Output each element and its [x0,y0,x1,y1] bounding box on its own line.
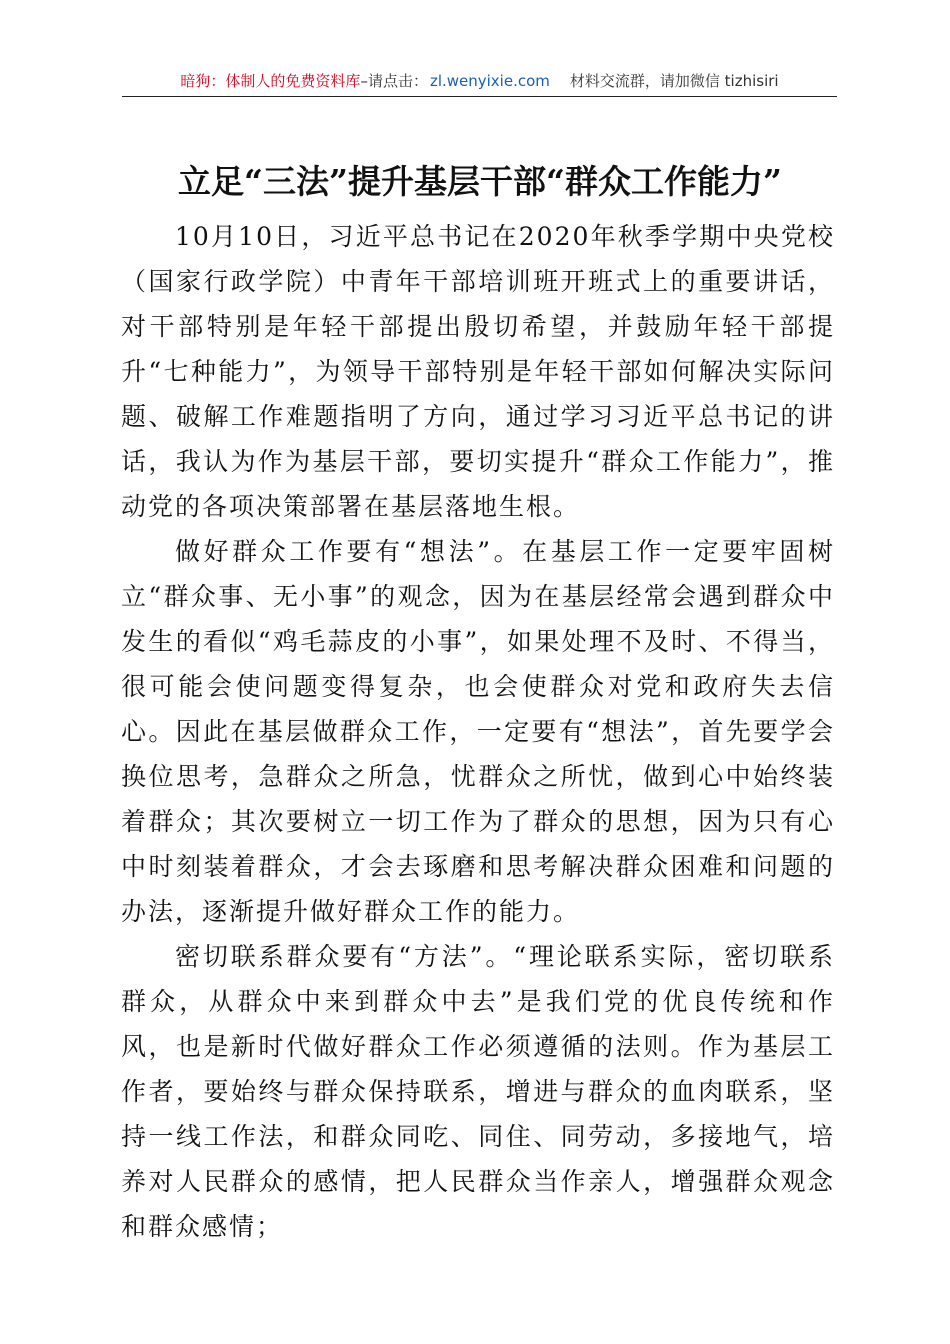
header-link[interactable]: zl.wenyixie.com [429,72,550,90]
paragraph-method: 密切联系群众要有“方法”。“理论联系实际，密切联系群众，从群众中来到群众中去”是我们党的优良传统和作风，也是新时代做好群众工作必须遵循的法则。作为基层工作者，要始终与群众保持联系，增进与群众的血肉联系，坚持一线工作法，和群众同吃、同住、同劳动，多接地气，培养对人民群众的感情，把人民群众当作亲人，增强群众观念和群众感情； [121,942,835,1241]
page-header [122,66,837,96]
header-prompt: –请点击： [360,72,428,90]
header-brand: 暗狗：体制人的免费资料库 [180,72,361,90]
header-wechat-note: 材料交流群，请加微信 tizhisiri [569,72,779,90]
document-title: 立足“三法”提升基层干部“群众工作能力” [178,162,782,202]
header-divider [122,96,837,97]
paragraph-intro: 10月10日，习近平总书记在2020年秋季学期中央党校（国家行政学院）中青年干部培训班开班式上的重要讲话，对干部特别是年轻干部提出殷切希望，并鼓励年轻干部提升“七种能力”，为领导干部特别是年轻干部如何解决实际问题、破解工作难题指明了方向，通过学习习近平总书记的讲话，我认为作为基层干部，要切实提升“群众工作能力”，推动党的各项决策部署在基层落地生根。 [121,222,835,521]
paragraph-thinking: 做好群众工作要有“想法”。在基层工作一定要牢固树立“群众事、无小事”的观念，因为在基层经常会遇到群众中发生的看似“鸡毛蒜皮的小事”，如果处理不及时、不得当，很可能会使问题变得复杂，也会使群众对党和政府失去信心。因此在基层做群众工作，一定要有“想法”，首先要学会换位思考，急群众之所急，忧群众之所忧，做到心中始终装着群众；其次要树立一切工作为了群众的思想，因为只有心中时刻装着群众，才会去琢磨和思考解决群众困难和问题的办法，逐渐提升做好群众工作的能力。 [121,537,835,926]
document-body [121,214,835,1249]
